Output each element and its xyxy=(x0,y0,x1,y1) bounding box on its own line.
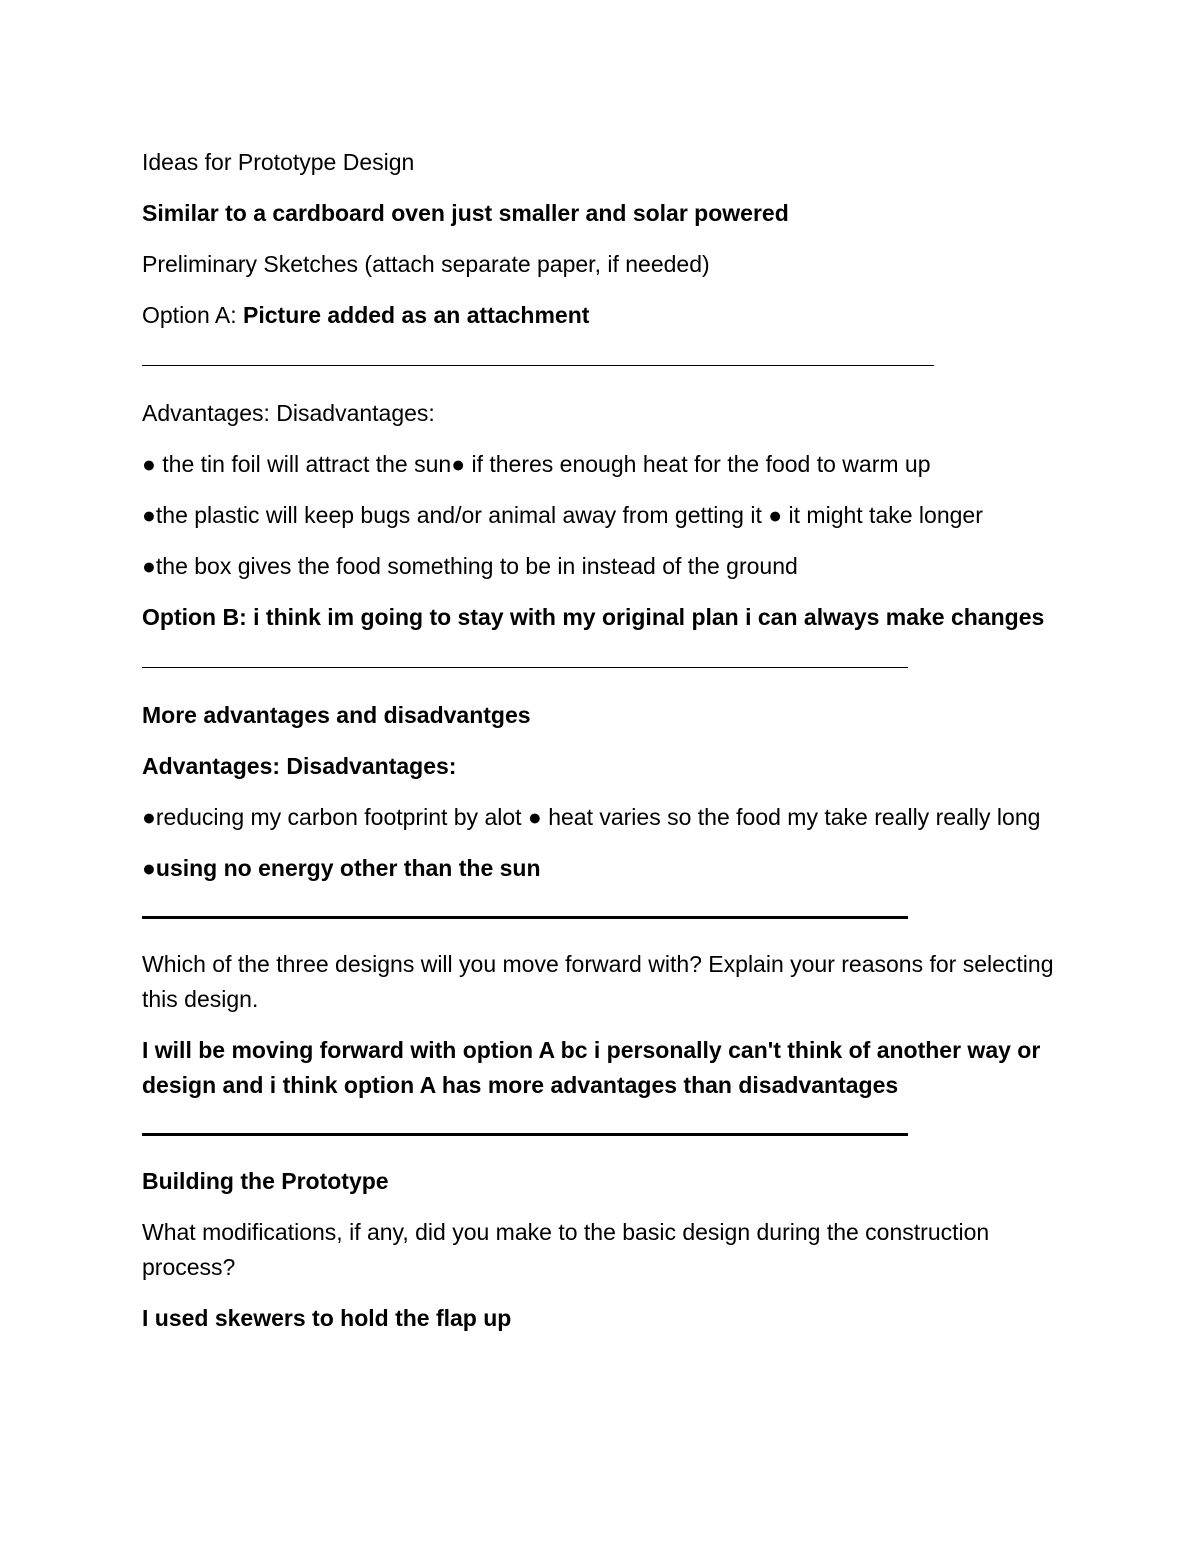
option-a-label: Option A: xyxy=(142,302,244,328)
divider-3 xyxy=(142,916,908,919)
building-header: Building the Prototype xyxy=(142,1168,389,1194)
bullet-line-bold: ●using no energy other than the sun xyxy=(142,855,541,881)
document-body xyxy=(142,145,1072,1352)
divider-1 xyxy=(142,365,934,366)
design-summary: Similar to a cardboard oven just smaller and solar powered xyxy=(142,200,789,226)
divider-4 xyxy=(142,1133,908,1136)
sketches-prompt: Preliminary Sketches (attach separate paper, if needed) xyxy=(142,251,710,277)
option-a xyxy=(142,298,1072,333)
question-design-choice: Which of the three designs will you move forward with? Explain your reasons for selecting this design. xyxy=(142,951,1054,1012)
doc-title: Ideas for Prototype Design xyxy=(142,149,415,175)
bullet-line: ●reducing my carbon footprint by alot ● heat varies so the food my take really really long xyxy=(142,804,1041,830)
option-a-value: Picture added as an attachment xyxy=(243,302,590,328)
adv-disadv-header-2: Advantages: Disadvantages: xyxy=(142,753,457,779)
question-modifications: What modifications, if any, did you make to the basic design during the construction process? xyxy=(142,1219,990,1280)
bullet-line: ●the plastic will keep bugs and/or animal away from getting it ● it might take longer xyxy=(142,502,983,528)
adv-disadv-header-1: Advantages: Disadvantages: xyxy=(142,400,435,426)
more-adv-header: More advantages and disadvantges xyxy=(142,702,531,728)
bullet-line: ●the box gives the food something to be in instead of the ground xyxy=(142,553,798,579)
answer-design-choice: I will be moving forward with option A bc i personally can't think of another way or design and i think option A has more advantages than disadvantages xyxy=(142,1037,1041,1098)
bullet-line: ● the tin foil will attract the sun● if theres enough heat for the food to warm up xyxy=(142,451,931,477)
option-b: Option B: i think im going to stay with my original plan i can always make changes xyxy=(142,604,1045,630)
answer-modifications: I used skewers to hold the flap up xyxy=(142,1305,512,1331)
divider-2 xyxy=(142,667,908,668)
